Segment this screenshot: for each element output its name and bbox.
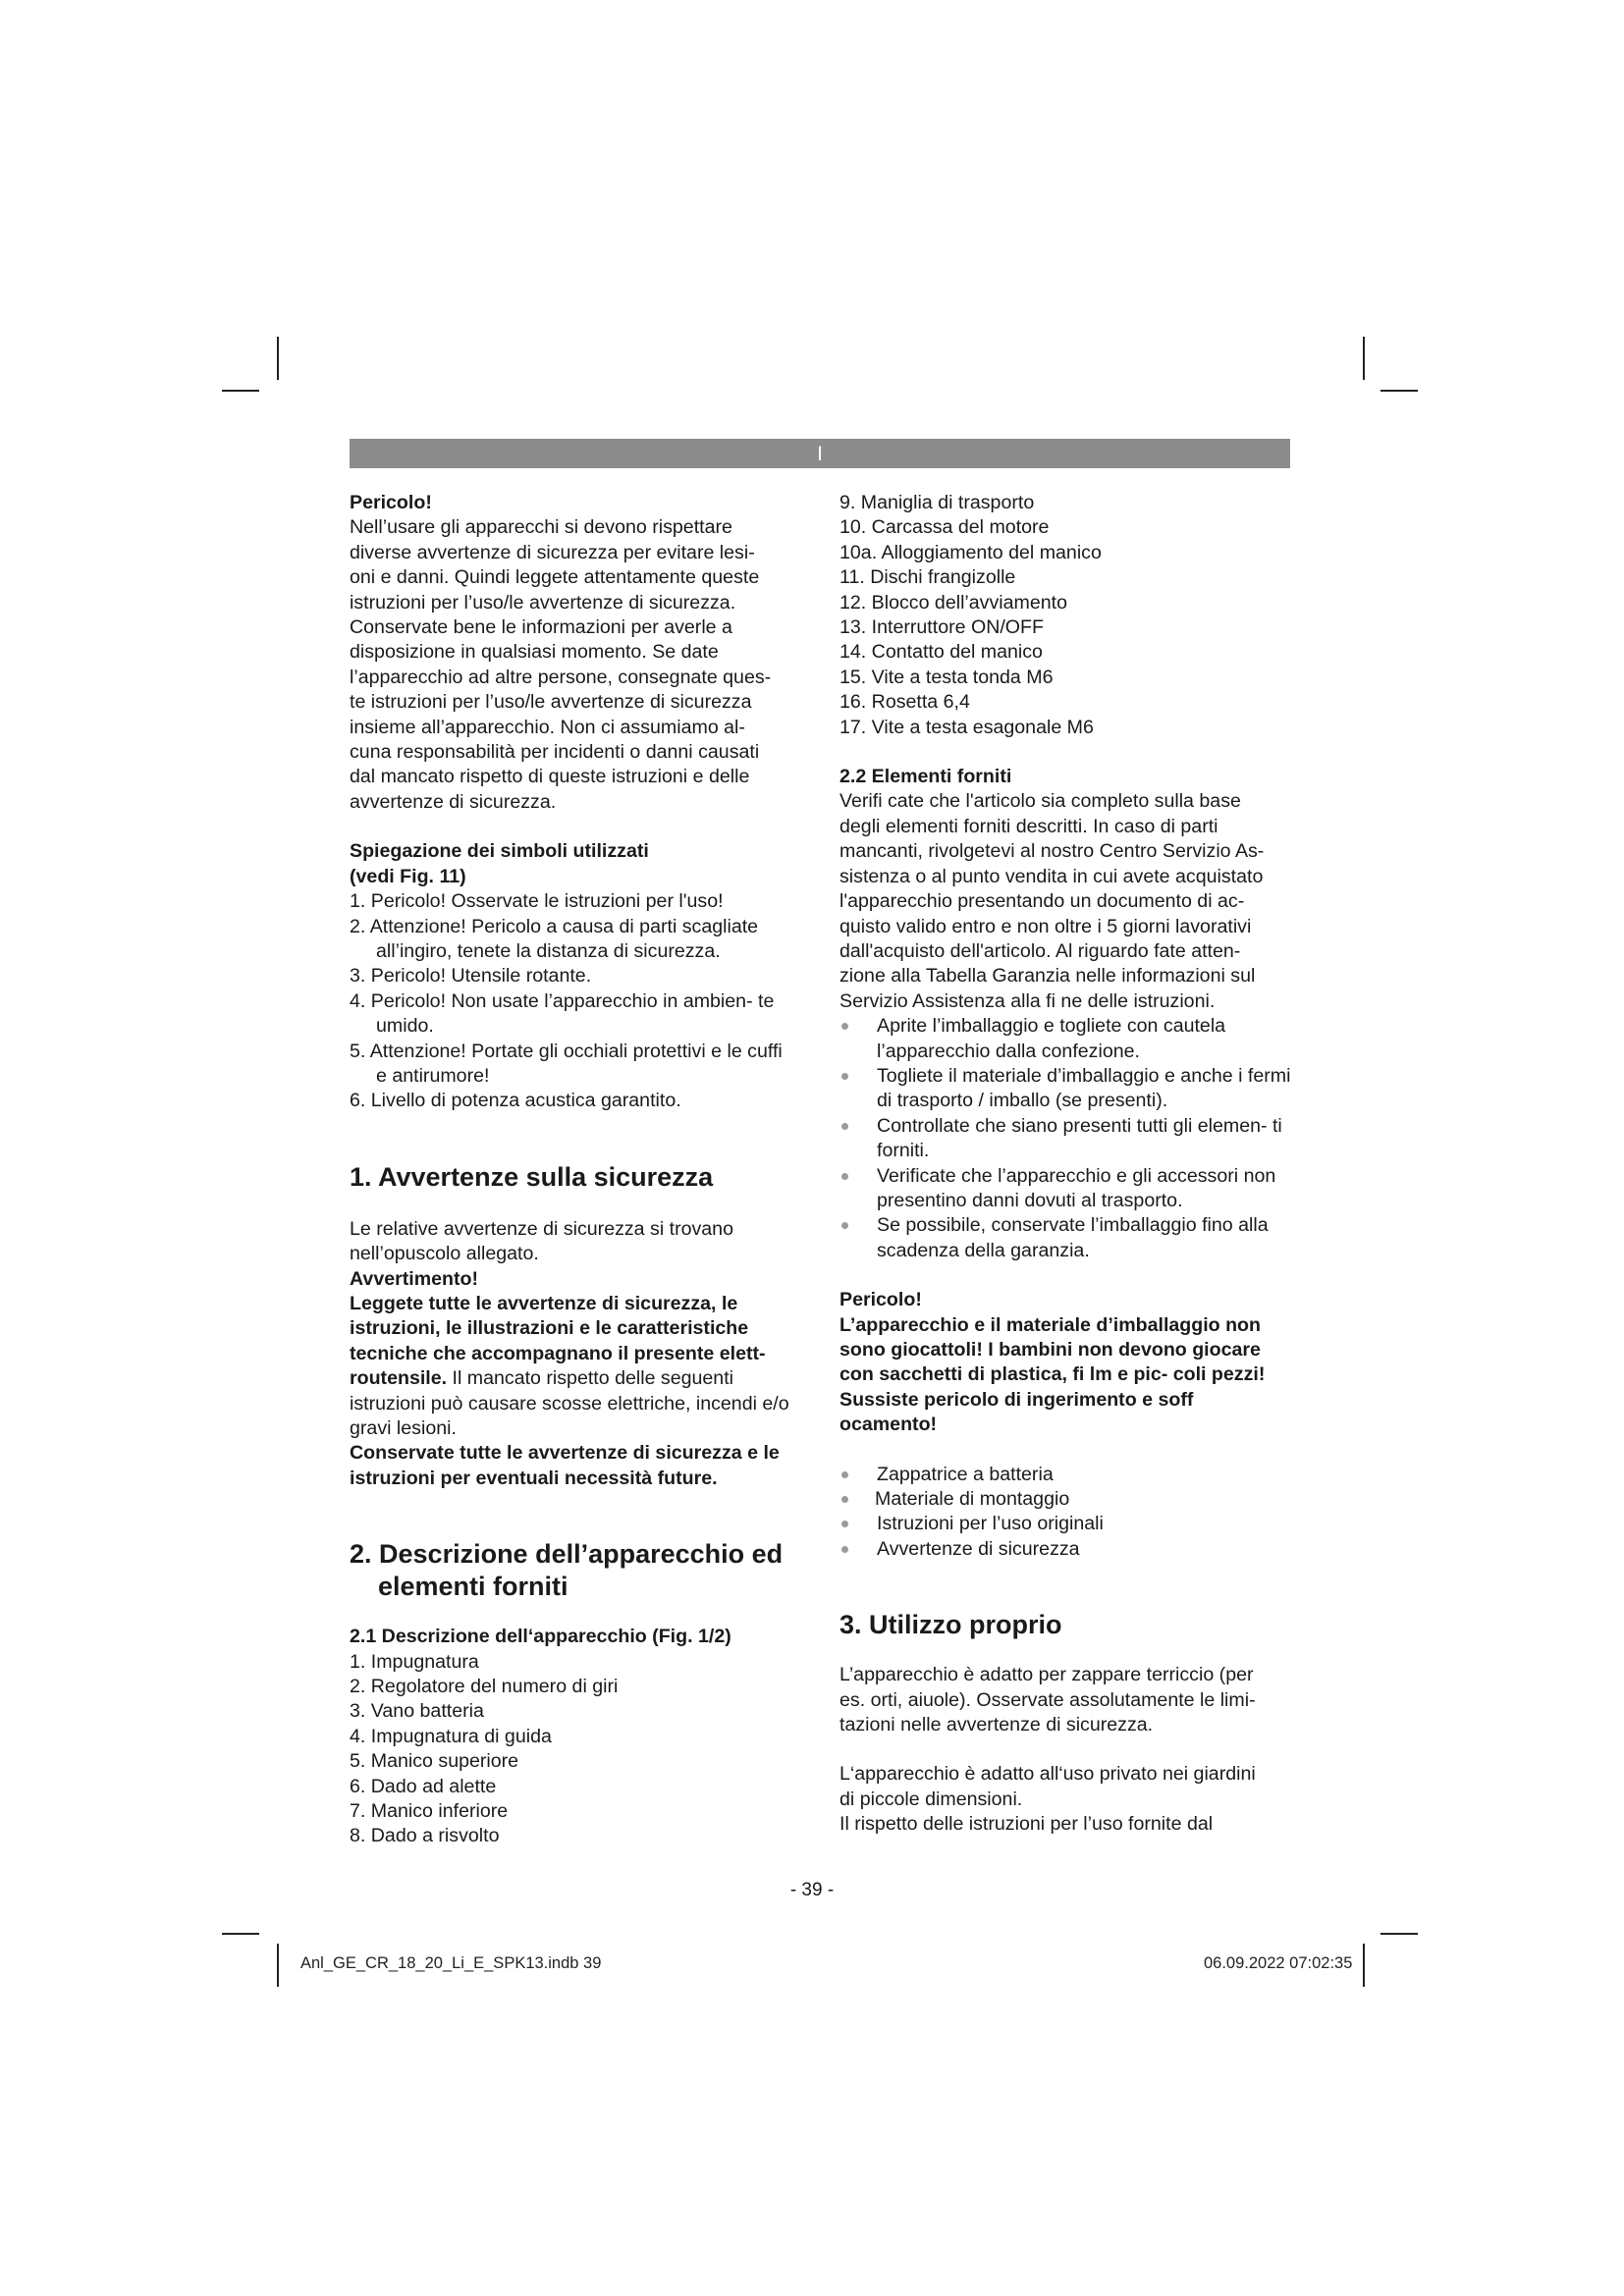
list-item: 6. Dado ad alette	[350, 1775, 497, 1797]
bullet-icon	[841, 1546, 848, 1553]
text-line: oni e danni. Quindi leggete attentamente queste	[350, 566, 760, 589]
section-3-title: 3. Utilizzo proprio	[839, 1610, 1062, 1640]
bullet-icon	[841, 1123, 848, 1130]
warning-heading: Avvertimento!	[350, 1267, 479, 1290]
list-item	[839, 1064, 1291, 1114]
text-line: avvertenze di sicurezza.	[350, 790, 557, 813]
text-line: insieme all’apparecchio. Non ci assumiamo al-	[350, 716, 745, 738]
text-line: sistenza o al punto vendita in cui avete acquistato	[839, 865, 1264, 887]
list-item: 6. Livello di potenza acustica garantito.	[350, 1090, 681, 1112]
list-item: 5. Manico superiore	[350, 1750, 519, 1773]
left-column	[350, 491, 797, 1849]
text-line: Nell’usare gli apparecchi si devono rispettare	[350, 516, 732, 539]
page-number: - 39 -	[789, 1880, 835, 1900]
danger-heading: Pericolo!	[350, 492, 432, 513]
list-item: 12. Blocco dell’avviamento	[839, 591, 1067, 614]
symbols-list	[350, 889, 797, 1114]
text-line: Servizio Assistenza alla fi ne delle istruzioni.	[839, 989, 1216, 1012]
list-item: 11. Dischi frangizolle	[839, 566, 1016, 589]
text-line: istruzioni per l’uso/le avvertenze di sicurezza.	[350, 591, 736, 614]
list-item: 3. Vano batteria	[350, 1700, 484, 1723]
print-timestamp: 06.09.2022 07:02:35	[1204, 1954, 1353, 1972]
text-line: Verifi cate che l'articolo sia completo sulla base	[839, 790, 1241, 813]
subsection-2-1-title: 2.1 Descrizione dell‘apparecchio (Fig. 1/2)	[350, 1626, 731, 1648]
list-item: 16. Rosetta 6,4	[839, 691, 970, 714]
list-item	[839, 1487, 1291, 1512]
list-item: 7. Manico inferiore	[350, 1800, 509, 1823]
list-item: 10. Carcassa del motore	[839, 516, 1050, 539]
list-item: 8. Dado a risvolto	[350, 1825, 500, 1847]
text-line: diverse avvertenze di sicurezza per evitare lesi-	[350, 541, 755, 563]
bullet-icon	[841, 1073, 848, 1080]
list-item-text: Togliete il materiale d’imballaggio e anche i fermi di trasporto / imballo (se presenti).	[877, 1064, 1291, 1112]
crop-mark-top-right-v	[1363, 337, 1365, 380]
section-1-title: 1. Avvertenze sulla sicurezza	[350, 1161, 714, 1192]
language-header-bar	[350, 439, 1290, 468]
list-item-text: Verificate che l’apparecchio e gli accessori non presentino danni dovuti al trasporto.	[877, 1164, 1276, 1211]
section-2-title-line-1: 2. Descrizione dell’apparecchio ed	[350, 1539, 784, 1570]
list-item: 4. Pericolo! Non usate l’apparecchio in ambien- te umido.	[350, 989, 775, 1038]
text-line: cuna responsabilità per incidenti o danni causati	[350, 741, 760, 764]
list-item: 2. Regolatore del numero di giri	[350, 1676, 619, 1698]
text-line: tazioni nelle avvertenze di sicurezza.	[839, 1714, 1154, 1736]
unpacking-checklist	[839, 1014, 1291, 1263]
crop-mark-bottom-left-v	[277, 1944, 279, 1987]
list-item: 5. Attenzione! Portate gli occhiali protettivi e le cuffi e antirumore!	[350, 1040, 783, 1087]
warning-normal-text: Il mancato rispetto delle seguenti istruzioni può causare scosse elettriche, incendi e/o gravi lesioni.	[350, 1367, 789, 1439]
section-2-title	[350, 1538, 797, 1603]
list-item	[839, 1164, 1291, 1214]
section-2-title-line-2: elementi forniti	[378, 1572, 568, 1602]
text-line: l'apparecchio presentando un documento di ac-	[839, 890, 1245, 913]
list-item-text: Avvertenze di sicurezza	[877, 1537, 1080, 1560]
list-item: 17. Vite a testa esagonale M6	[839, 716, 1094, 738]
text-line: Il rispetto delle istruzioni per l’uso fornite dal	[839, 1813, 1214, 1836]
danger-text	[350, 515, 797, 815]
text-line: es. orti, aiuole). Osservate assolutamente le limi-	[839, 1688, 1256, 1711]
list-item: 4. Impugnatura di guida	[350, 1725, 552, 1747]
text-line: te istruzioni per l’uso/le avvertenze di sicurezza	[350, 691, 752, 714]
subsection-2-2-title: 2.2 Elementi forniti	[839, 766, 1012, 788]
list-item-text: Controllate che siano presenti tutti gli elemen- ti forniti.	[877, 1114, 1282, 1162]
list-item: 9. Maniglia di trasporto	[839, 492, 1035, 513]
text-line: dall'acquisto dell'articolo. Al riguardo fate atten-	[839, 939, 1241, 962]
list-item: 2. Attenzione! Pericolo a causa di parti scagliate all’ingiro, tenete la distanza di sicurezza.	[350, 915, 759, 962]
list-item	[839, 1537, 1291, 1562]
crop-mark-bottom-left-h	[222, 1933, 259, 1935]
list-item-text: Aprite l’imballaggio e togliete con cautela l’apparecchio dalla confezione.	[877, 1015, 1226, 1062]
list-item-text: Istruzioni per l’uso originali	[877, 1513, 1104, 1535]
text-line: Conservate bene le informazioni per averle a	[350, 616, 732, 639]
text-line: dal mancato rispetto di queste istruzioni e delle	[350, 766, 750, 788]
bullet-icon	[841, 1471, 848, 1478]
text-line: L‘apparecchio è adatto all‘uso privato nei giardini	[839, 1763, 1256, 1786]
list-item	[839, 1114, 1291, 1164]
text-line: Le relative avvertenze di sicurezza si trovano	[350, 1217, 733, 1240]
text-line: quisto valido entro e non oltre i 5 giorni lavorativi	[839, 915, 1252, 937]
crop-mark-bottom-right-h	[1380, 1933, 1418, 1935]
language-tab-label: I	[817, 442, 823, 465]
text-line: l’apparecchio ad altre persone, consegnate ques-	[350, 666, 772, 688]
list-item: 1. Pericolo! Osservate le istruzioni per l'uso!	[350, 890, 724, 913]
text-line: mancanti, rivolgetevi al nostro Centro Servizio As-	[839, 840, 1265, 863]
list-item-text: Se possibile, conservate l’imballaggio fino alla scadenza della garanzia.	[877, 1214, 1269, 1261]
list-item	[839, 1213, 1291, 1263]
supplied-items-text	[839, 789, 1291, 1014]
bullet-icon	[841, 1521, 848, 1527]
list-item	[839, 1463, 1291, 1487]
parts-list-left	[350, 1650, 797, 1849]
text-line: disposizione in qualsiasi momento. Se date	[350, 641, 719, 664]
bullet-icon	[841, 1173, 848, 1180]
text-line: nell’opuscolo allegato.	[350, 1243, 539, 1265]
list-item: 13. Interruttore ON/OFF	[839, 616, 1044, 639]
parts-list-right	[839, 491, 1291, 740]
text-line: degli elementi forniti descritti. In caso di parti	[839, 815, 1218, 837]
keep-instructions-text: Conservate tutte le avvertenze di sicurezza e le istruzioni per eventuali necessità future.	[350, 1442, 780, 1489]
print-file-name: Anl_GE_CR_18_20_Li_E_SPK13.indb 39	[300, 1954, 602, 1972]
list-item: 3. Pericolo! Utensile rotante.	[350, 965, 592, 988]
list-item	[839, 1014, 1291, 1064]
crop-mark-top-right-h	[1380, 390, 1418, 392]
danger-2-text: L’apparecchio e il materiale d’imballaggio non sono giocattoli! I bambini non devono giocare con sacchetti di plastica, fi lm e pic- coli pezzi! Sussiste pericolo di ingerimento e soff ocamento!	[839, 1313, 1266, 1436]
list-item-text: Materiale di montaggio	[875, 1488, 1070, 1511]
bullet-icon	[841, 1496, 848, 1503]
symbols-heading-ref: (vedi Fig. 11)	[350, 865, 466, 887]
warning-text	[350, 1292, 797, 1441]
bullet-icon	[841, 1222, 848, 1229]
danger-2-heading: Pericolo!	[839, 1289, 922, 1311]
supplied-items-list	[839, 1463, 1291, 1563]
symbols-heading: Spiegazione dei simboli utilizzati	[350, 840, 649, 863]
list-item: 14. Contatto del manico	[839, 641, 1043, 664]
list-item: 1. Impugnatura	[350, 1650, 479, 1673]
crop-mark-top-left-v	[277, 337, 279, 380]
bullet-icon	[841, 1023, 848, 1030]
right-column	[839, 491, 1291, 1838]
list-item	[839, 1512, 1291, 1536]
warning-bold-text: Leggete tutte le avvertenze di sicurezza, le istruzioni, le illustrazioni e le caratteristiche tecniche che accompagnano il presente elett- routensile.	[350, 1292, 766, 1390]
text-line: L’apparecchio è adatto per zappare terriccio (per	[839, 1664, 1254, 1686]
text-line: zione alla Tabella Garanzia nelle informazioni sul	[839, 965, 1256, 988]
list-item: 15. Vite a testa tonda M6	[839, 666, 1054, 688]
crop-mark-bottom-right-v	[1363, 1944, 1365, 1987]
text-line: di piccole dimensioni.	[839, 1788, 1023, 1810]
list-item-text: Zappatrice a batteria	[877, 1463, 1054, 1485]
crop-mark-top-left-h	[222, 390, 259, 392]
list-item: 10a. Alloggiamento del manico	[839, 541, 1102, 563]
